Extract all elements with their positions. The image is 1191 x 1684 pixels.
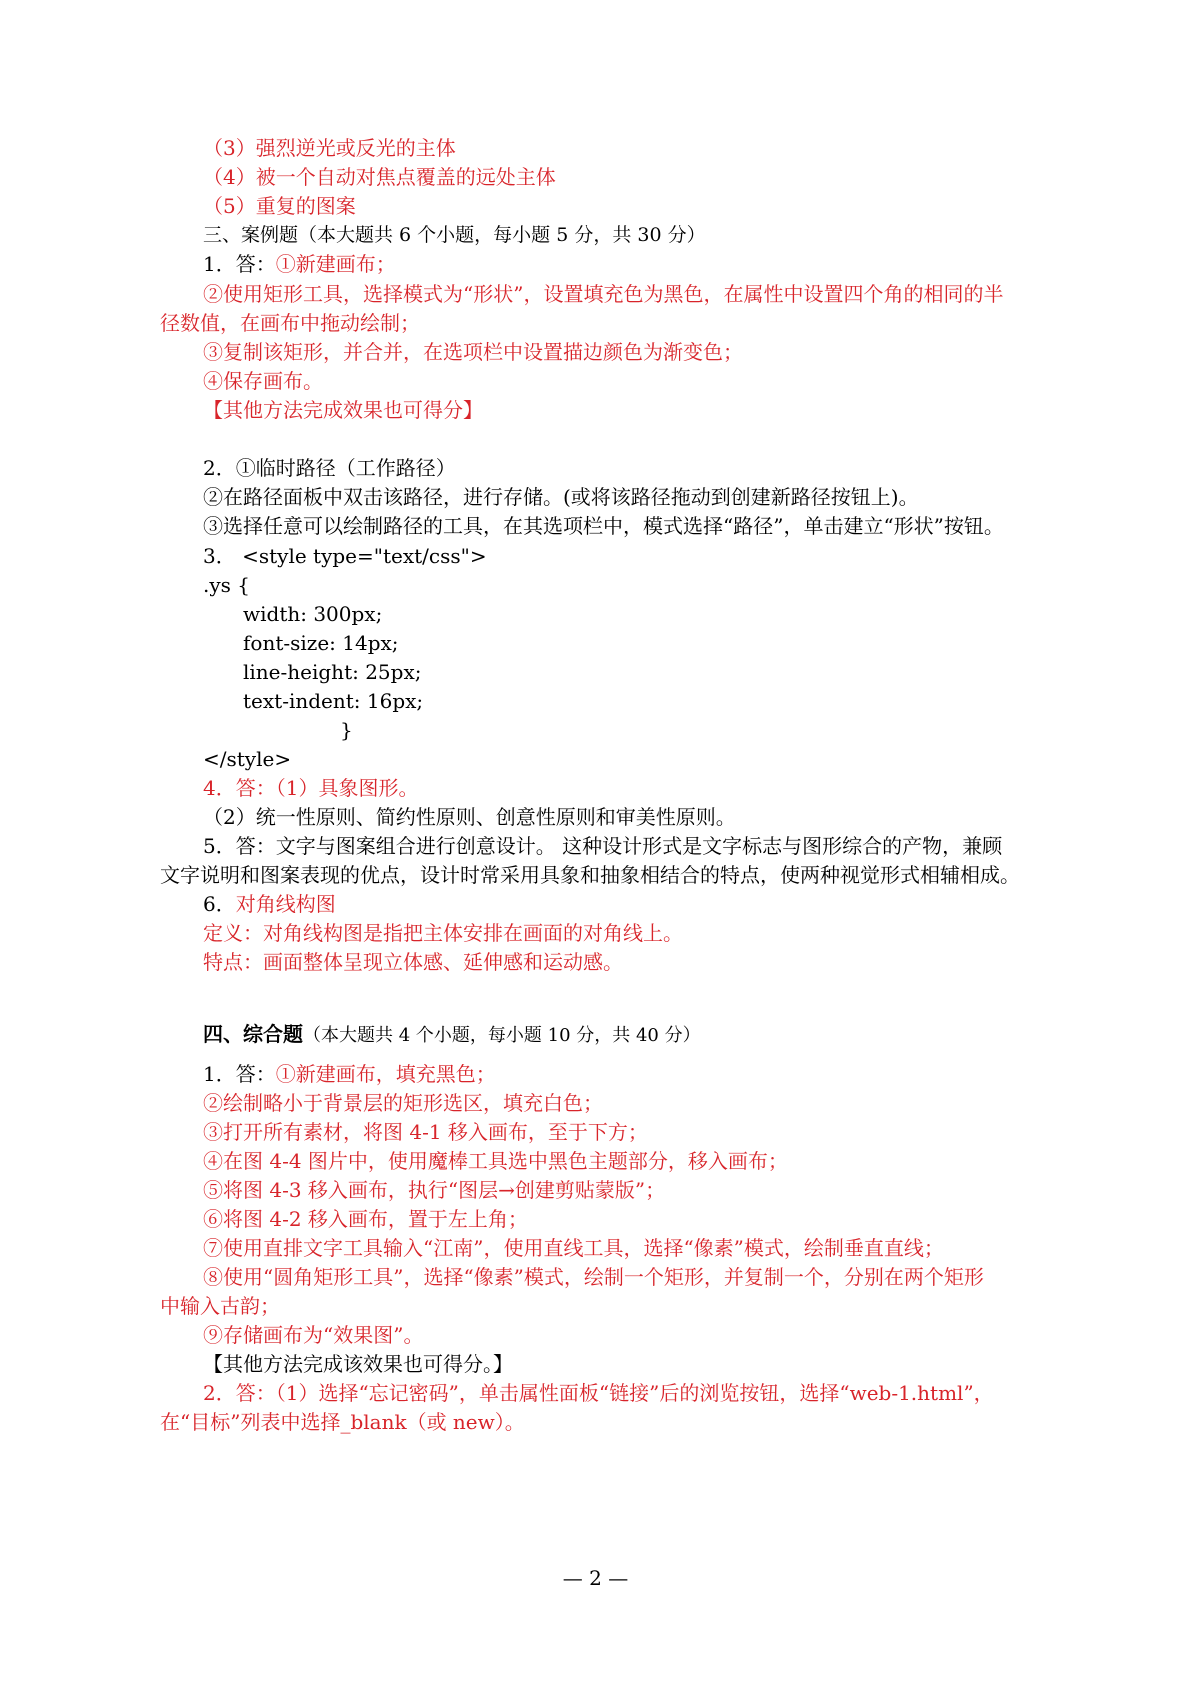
code-line: line-height: 25px; [243, 660, 422, 684]
text-line: ③复制该矩形，并合并，在选项栏中设置描边颜色为渐变色； [203, 340, 743, 364]
page-number: — 2 — [562, 1566, 629, 1590]
text-line: 在“目标”列表中选择_blank（或 new）。 [160, 1410, 525, 1434]
answer-number: 6． [203, 892, 236, 916]
answer-text: ①新建画布，填充黑色； [275, 1062, 496, 1086]
answer-number: 1．答： [203, 252, 276, 276]
code-line: font-size: 14px; [243, 631, 399, 655]
text-line: 2．①临时路径（工作路径） [203, 456, 456, 480]
text-line: ②绘制略小于背景层的矩形选区，填充白色； [203, 1091, 603, 1115]
text-line: （3）强烈逆光或反光的主体 [203, 136, 456, 160]
answer-text: 对角线构图 [235, 892, 336, 916]
code-line: width: 300px; [243, 602, 383, 626]
text-line: ②使用矩形工具，选择模式为“形状”，设置填充色为黑色，在属性中设置四个角的相同的半 [203, 282, 1004, 306]
code-line: } [340, 718, 353, 742]
text-line: 径数值，在画布中拖动绘制； [160, 311, 420, 335]
text-line [203, 1059, 1103, 1089]
text-line: ③打开所有素材，将图 4-1 移入画布，至于下方； [203, 1120, 648, 1144]
text-line: ⑤将图 4-3 移入画布，执行“图层→创建剪贴蒙版”； [203, 1178, 666, 1202]
answer-number: 1．答： [203, 1062, 276, 1086]
text-line [203, 249, 1103, 279]
code-line: text-indent: 16px; [243, 689, 424, 713]
section-heading: 三、案例题（本大题共 6 个小题，每小题 5 分，共 30 分） [203, 224, 706, 246]
text-line: 特点：画面整体呈现立体感、延伸感和运动感。 [203, 950, 623, 974]
text-line: 中输入古韵； [160, 1294, 280, 1318]
text-line: 定义：对角线构图是指把主体安排在画面的对角线上。 [203, 921, 683, 945]
section-subtitle: （本大题共 4 个小题，每小题 10 分，共 40 分） [303, 1025, 701, 1046]
text-line: 2．答：（1）选择“忘记密码”，单击属性面板“链接”后的浏览按钮，选择“web-1.html”， [203, 1381, 994, 1405]
section-title: 四、综合题 [203, 1022, 303, 1046]
text-line: （2）统一性原则、简约性原则、创意性原则和审美性原则。 [203, 805, 736, 829]
code-line: </style> [203, 747, 292, 771]
scoring-note: 【其他方法完成效果也可得分】 [203, 398, 483, 422]
answer-text: ①新建画布； [275, 252, 396, 276]
text-line: ⑥将图 4-2 移入画布，置于左上角； [203, 1207, 528, 1231]
text-line: 4．答：（1）具象图形。 [203, 776, 419, 800]
text-line: ⑨存储画布为“效果图”。 [203, 1323, 424, 1347]
text-line: ③选择任意可以绘制路径的工具，在其选项栏中，模式选择“路径”，单击建立“形状”按钮。 [203, 514, 1004, 538]
text-line: ⑦使用直排文字工具输入“江南”，使用直线工具，选择“像素”模式，绘制垂直直线； [203, 1236, 944, 1260]
code-line: .ys { [203, 573, 251, 597]
text-line: （5）重复的图案 [203, 194, 356, 218]
text-line: ④保存画布。 [203, 369, 323, 393]
text-line [203, 889, 1103, 919]
scoring-note: 【其他方法完成该效果也可得分。】 [203, 1352, 513, 1376]
code-line: 3． <style type="text/css"> [203, 544, 487, 568]
text-line: ④在图 4-4 图片中，使用魔棒工具选中黑色主题部分，移入画布； [203, 1149, 788, 1173]
section-heading [203, 1019, 1103, 1051]
text-line: （4）被一个自动对焦点覆盖的远处主体 [203, 165, 556, 189]
text-line: 文字说明和图案表现的优点，设计时常采用具象和抽象相结合的特点，使两种视觉形式相辅相成。 [160, 863, 1020, 887]
text-line: 5．答：文字与图案组合进行创意设计。 这种设计形式是文字标志与图形综合的产物，兼顾 [203, 834, 1003, 858]
text-line: ⑧使用“圆角矩形工具”，选择“像素”模式，绘制一个矩形，并复制一个，分别在两个矩形 [203, 1265, 984, 1289]
text-line: ②在路径面板中双击该路径，进行存储。(或将该路径拖动到创建新路径按钮上)。 [203, 485, 919, 509]
